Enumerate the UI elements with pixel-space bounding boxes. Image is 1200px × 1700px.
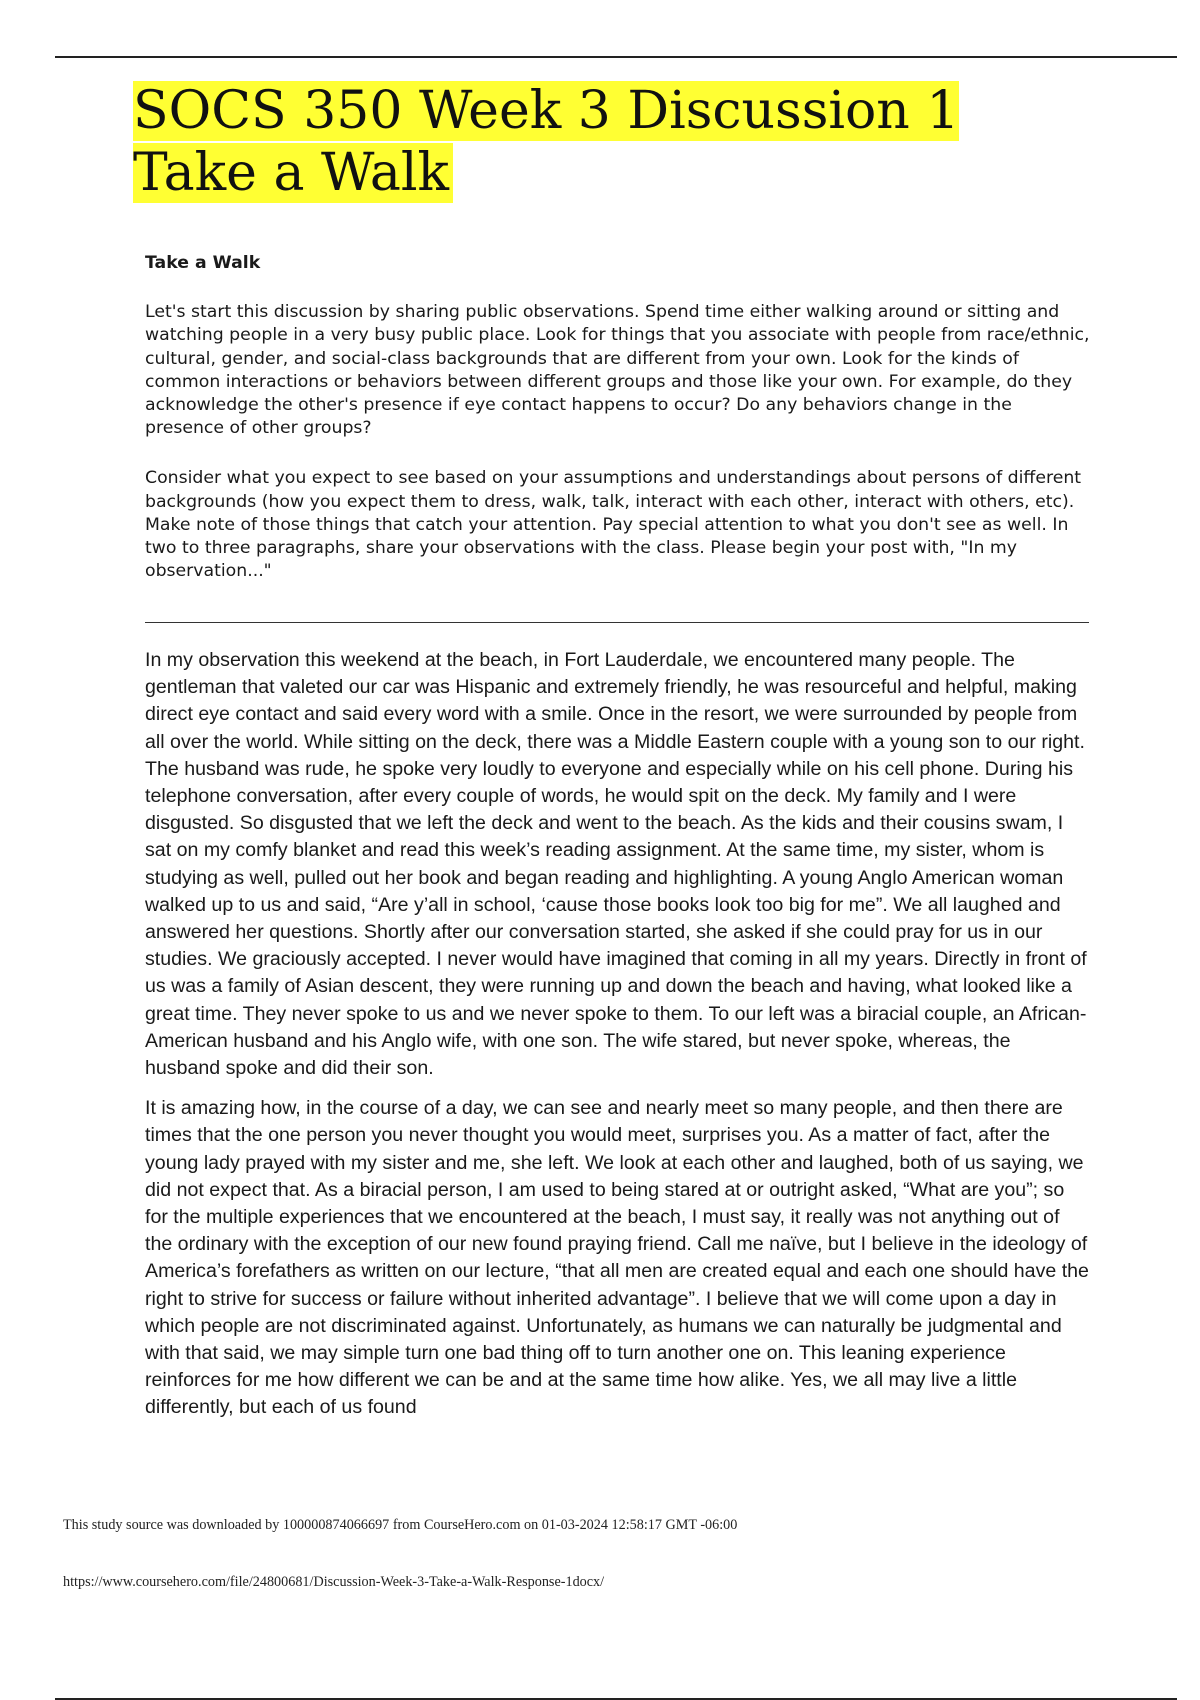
top-divider bbox=[55, 56, 1177, 58]
prompt-paragraph: Let's start this discussion by sharing public observations. Spend time either walking around or sitting and watching people in a very busy public place. Look for things that you associate with people from race/ethnic, cultural, gender, and social-class backgrounds that are different from your own. Look for the kinds of common interactions or behaviors between different groups and those like your own. For example, do they acknowledge the other's presence if eye contact happens to occur? Do any behaviors change in the presence of other groups? bbox=[145, 302, 1090, 439]
prompt-divider bbox=[145, 622, 1089, 623]
document-title bbox=[133, 80, 1033, 204]
response-paragraph: It is amazing how, in the course of a day, we can see and nearly meet so many people, and then there are times that the one person you never thought you would meet, surprises you. As a matter of fact, after the young lady prayed with my sister and me, she left. We look at each other and laughed, both of us saying, we did not expect that. As a biracial person, I am used to being stared at or outright asked, “What are you”; so for the multiple experiences that we encountered at the beach, I must say, it really was not anything out of the ordinary with the exception of our new found praying friend. Call me naïve, but I believe in the ideology of America’s forefathers as written on our lecture, “that all men are created equal and each one should have the right to strive for success or failure without inherited advantage”. I believe that we will come upon a day in which people are not discriminated against. Unfortunately, as humans we can naturally be judgmental and with that said, we may simple turn one bad thing off to turn another one on. This leaning experience reinforces for me how different we can be and at the same time how alike. Yes, we all may live a little differently, but each of us found bbox=[145, 1097, 1089, 1419]
source-url[interactable]: https://www.coursehero.com/file/24800681/Discussion-Week-3-Take-a-Walk-Response-1docx/ bbox=[63, 1574, 605, 1590]
document-title-block bbox=[133, 80, 1033, 204]
student-response bbox=[145, 647, 1090, 1448]
discussion-prompt bbox=[145, 252, 1090, 583]
response-paragraph: In my observation this weekend at the beach, in Fort Lauderdale, we encountered many people. The gentleman that valeted our car was Hispanic and extremely friendly, he was resourceful and helpful, making direct eye contact and said every word with a smile. Once in the resort, we were surrounded by people from all over the world. While sitting on the deck, there was a Middle Eastern couple with a young son to our right. The husband was rude, he spoke very loudly to everyone and especially while on his cell phone. During his telephone conversation, after every couple of words, he would spit on the deck. My family and I were disgusted. So disgusted that we left the deck and went to the beach. As the kids and their cousins swam, I sat on my comfy blanket and read this week’s reading assignment. At the same time, my sister, whom is studying as well, pulled out her book and began reading and highlighting. A young Anglo American woman walked up to us and said, “Are y’all in school, ‘cause those books look too big for me”. We all laughed and answered her questions. Shortly after our conversation started, she asked if she could pray for us in our studies. We graciously accepted. I never would have imagined that coming in all my years. Directly in front of us was a family of Asian descent, they were running up and down the beach and having, what looked like a great time. They never spoke to us and we never spoke to them. To our left was a biracial couple, an African-American husband and his Anglo wife, with one son. The wife stared, but never spoke, whereas, the husband spoke and did their son. bbox=[145, 649, 1087, 1080]
download-source-note: This study source was downloaded by 100000874066697 from CourseHero.com on 01-03-2024 12:58:17 GMT -06:00 bbox=[63, 1517, 738, 1533]
prompt-paragraph: Consider what you expect to see based on your assumptions and understandings about persons of different backgrounds (how you expect them to dress, walk, talk, interact with each other, interact with others, etc). Make note of those things that catch your attention. Pay special attention to what you don't see as well. In two to three paragraphs, share your observations with the class. Please begin your post with, "In my observation..." bbox=[145, 468, 1082, 582]
title-highlight: SOCS 350 Week 3 Discussion 1 Take a Walk bbox=[133, 81, 960, 203]
prompt-heading: Take a Walk bbox=[145, 253, 261, 273]
